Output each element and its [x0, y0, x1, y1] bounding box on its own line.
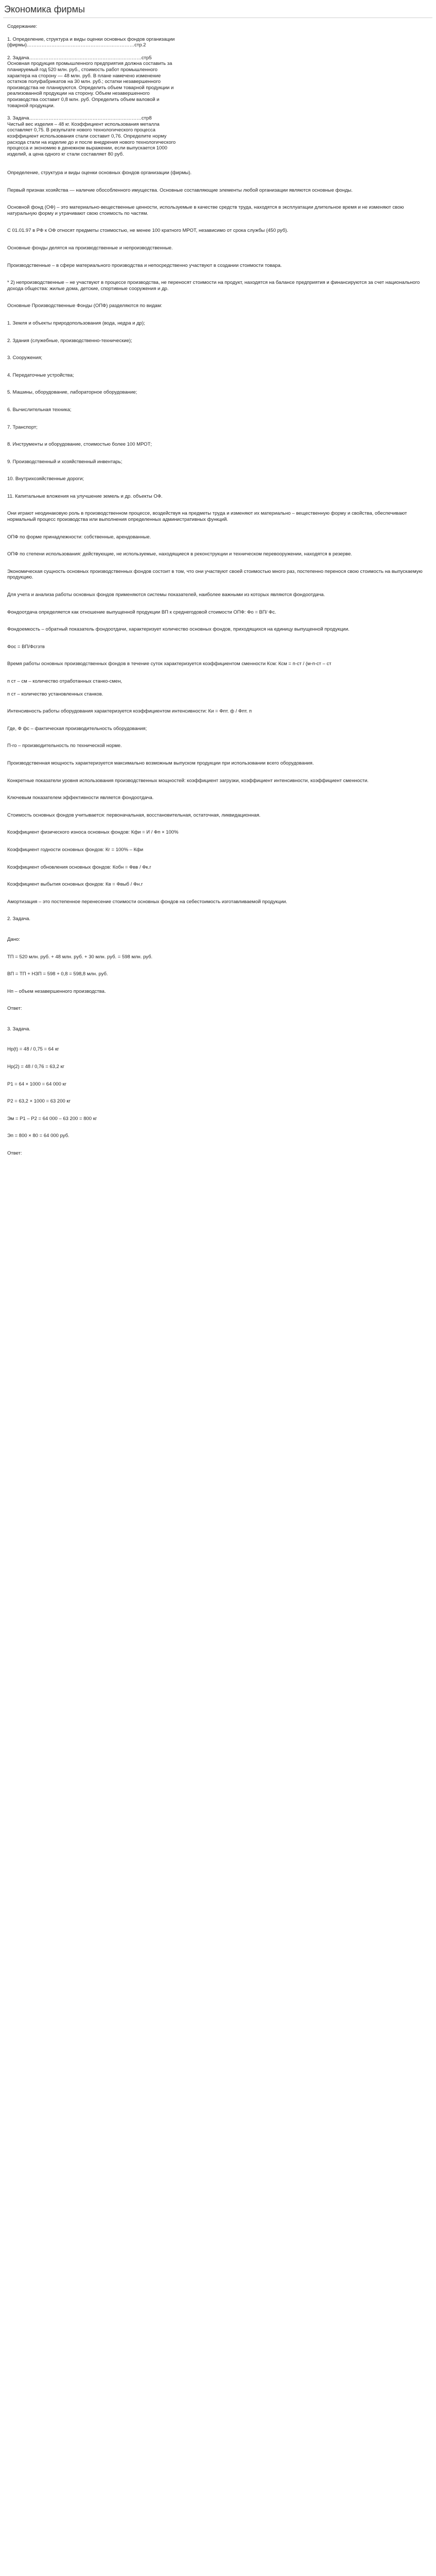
paragraph: Экономическая сущность основных производственных фондов состоит в том, что они участвуют своей стоимостью много раз, постепенно перенося свою стоимость на выпускаемую продукцию.	[7, 568, 423, 581]
table-of-contents	[7, 24, 177, 164]
list-item: 5. Машины, оборудование, лабораторное оборудование;	[7, 389, 137, 396]
task2-line: Дано:	[7, 936, 20, 942]
task3-line: Р2 = 63,2 × 1000 = 63 200 кг	[7, 1098, 71, 1105]
list-item: 3. Сооружения;	[7, 355, 42, 361]
list-item: 2. Здания (служебные, производственно-технические);	[7, 337, 132, 344]
section-heading: Определение, структура и виды оценки основных фондов организации (фирмы).	[7, 170, 192, 176]
task2-heading: 2. Задача.	[7, 916, 31, 922]
toc-heading: Содержание:	[7, 24, 38, 29]
paragraph: п ст – см – количество отработанных станко-смен,	[7, 679, 123, 684]
task2-line: Ответ:	[7, 1006, 22, 1012]
formula: Коэффициент годности основных фондов: Кг = 100% – Кфи	[7, 846, 144, 853]
task3-line: Ответ:	[7, 1150, 22, 1157]
paragraph: Первый признак хозяйства — наличие обособленного имущества. Основные составляющие элементы любой организации являются основные фонды.	[7, 187, 353, 193]
paragraph: Стоимость основных фондов учитывается: первоначальная, восстановительная, остаточная, ликвидационная.	[7, 812, 261, 818]
paragraph: С 01.01.97 в РФ к ОФ относят предметы стоимостью, не менее 100 кратного МРОТ, независимо от срока службы (450 руб).	[7, 228, 288, 234]
toc-item-1: 1. Определение, структура и виды оценки основных фондов организации (фирмы)…………………………………………………………стр.2	[7, 36, 175, 48]
paragraph: П-го – производительность по технической норме.	[7, 743, 122, 749]
list-item: 6. Вычислительная техника;	[7, 406, 72, 413]
task2-line: ТП = 520 млн. руб. + 48 млн. руб. + 30 млн. руб. = 598 млн. руб.	[7, 954, 153, 960]
paragraph: ОПФ по степени использования: действующие, не используемые, находящиеся в реконструкции и техническом перевооружении, находятся в резерве.	[7, 551, 353, 557]
paragraph: Они играют неодинаковую роль в производственном процессе, воздействуя на предметы труда и изменяют их материально – вещественную форму и свойства, обеспечивают нормальный процесс производства или выполнения определенных административных функций.	[7, 511, 407, 523]
paragraph: п ст – количество установленных станков.	[7, 691, 103, 697]
toc-item-2: 2. Задача……………………………………………………………стр5	[7, 55, 152, 61]
task2-line: Нп – объем незавершенного производства.	[7, 988, 106, 994]
article-body	[7, 170, 429, 1168]
list-item: 10. Внутрихозяйственные дороги;	[7, 476, 84, 482]
formula: Фос = ВП/Фсгзтв	[7, 643, 45, 650]
page-title: Экономика фирмы	[4, 4, 85, 14]
paragraph: Где, Ф фс – фактическая производительность оборудования;	[7, 725, 147, 732]
paragraph: Амортизация – это постепенное перенесение стоимости основных фондов на себестоимость изготавливаемой продукции.	[7, 899, 287, 905]
paragraph: Производственные – в сфере материального производства и непосредственно участвуют в создании стоимости товара.	[7, 262, 282, 268]
list-item: 7. Транспорт;	[7, 424, 38, 430]
paragraph: Ключевым показателем эффективности является фондоотдача.	[7, 795, 154, 801]
list-item: 1. Земля и объекты природопользования (вода, недра и др);	[7, 320, 145, 326]
paragraph: Время работы основных производственных фондов в течение суток характеризуется коэффициентом сменности Ксм: Ксм = п-ст / (м-п-ст – ст	[7, 661, 332, 667]
toc-item-3: 3. Задача……………………………………………………………стр8	[7, 115, 152, 122]
paragraph: Интенсивность работы оборудования характеризуется коэффициентом интенсивности: Ки = Фпт. ф / Фпт. п	[7, 708, 252, 715]
paragraph: ОПФ по форме принадлежности: собственные, арендованные.	[7, 534, 151, 540]
paragraph: Фондоотдача определяется как отношение выпущенной продукции ВП к среднегодовой стоимости ОПФ: Фо = ВП/ Фс.	[7, 609, 276, 615]
paragraph: Для учета и анализа работы основных фондов применяются системы показателей, наиболее важными из которых являются фондоотдача.	[7, 592, 325, 598]
paragraph: Фондоемкость – обратный показатель фондоотдачи, характеризует количество основных фондов, приходящихся на единицу выпущенной продукции.	[7, 626, 350, 633]
task2-line: ВП = ТП + НЗП = 598 + 0,8 = 598,8 млн. руб.	[7, 971, 108, 977]
paragraph: Конкретные показатели уровня использования производственных мощностей: коэффициент загрузки, коэффициент интенсивности, коэффициент сменности.	[7, 777, 369, 784]
paragraph: Основной фонд (ОФ) – это материально-вещественные ценности, используемые в качестве средств труда, находятся в эксплуатации длительное время и не изменяют свою натуральную форму и утрачивают свою стоимость по частям.	[7, 205, 404, 216]
paragraph: Основные Производственные Фонды (ОПФ) разделяются по видам:	[7, 303, 162, 309]
task3-line: Р1 = 64 × 1000 = 64 000 кг	[7, 1081, 67, 1087]
paragraph: Основные фонды делятся на производственные и непроизводственные.	[7, 245, 173, 251]
formula: Коэффициент выбытия основных фондов: Кв = Фвыб / Фн.г	[7, 882, 143, 888]
paragraph: * 2) непроизводственные – не участвуют в процессе производства, не переносят стоимости на продукт, находятся на балансе предприятия и финансируются за счет национального дохода общества: жилые дома, детские, спортивные сооружения и др.	[7, 280, 420, 292]
task3-heading: 3. Задача.	[7, 1026, 31, 1032]
formula: Коэффициент физического износа основных фондов: Кфи = И / Фп × 100%	[7, 829, 179, 836]
list-item: 8. Инструменты и оборудование, стоимостью более 100 МРОТ;	[7, 442, 152, 448]
formula: Коэффициент обновления основных фондов: Кобн = Фвв / Фк.г	[7, 864, 151, 870]
toc-task2-text: Основная продукция промышленного предприятия должна составить за планируемый год 520 млн. руб., стоимость работ промышленного характера на сторону — 48 млн. руб. В плане намечено изменение остатков полуфабрикатов на 30 млн. руб.; остатки незавершенного производства не планируются. Определить объем товарной продукции и реализованной продукции на сторону. Объем незавершенного производства составит 0,8 млн. руб. Определить объем валовой и товарной продукции.	[7, 61, 174, 109]
task3-line: Эм = Р1 – Р2 = 64 000 – 63 200 = 800 кг	[7, 1115, 97, 1122]
list-item: 4. Передаточные устройства;	[7, 372, 74, 378]
toc-task3-text: Чистый вес изделия – 48 кг. Коэффициент использования металла составляет 0,75. В результате нового технологического процесса коэффициент использования стали составит 0,76. Определите норму расхода стали на изделие до и после внедрения нового технологического процесса и экономию в денежном выражении, если выпускается 1000 изделий, а цена одного кг стали составляет 80 руб.	[7, 121, 176, 157]
task3-line: Нр(t) = 48 / 0,75 = 64 кг	[7, 1046, 59, 1053]
task3-line: Эп = 800 × 80 = 64 000 руб.	[7, 1133, 69, 1139]
list-item: 11. Капитальные вложения на улучшение земель и др. объекты ОФ.	[7, 493, 163, 499]
list-item: 9. Производственный и хозяйственный инвентарь;	[7, 459, 123, 465]
paragraph: Производственная мощность характеризуется максимально возможным выпуском продукции при использовании всего оборудования.	[7, 760, 314, 766]
task3-line: Нр(2) = 48 / 0,76 = 63,2 кг	[7, 1064, 65, 1070]
